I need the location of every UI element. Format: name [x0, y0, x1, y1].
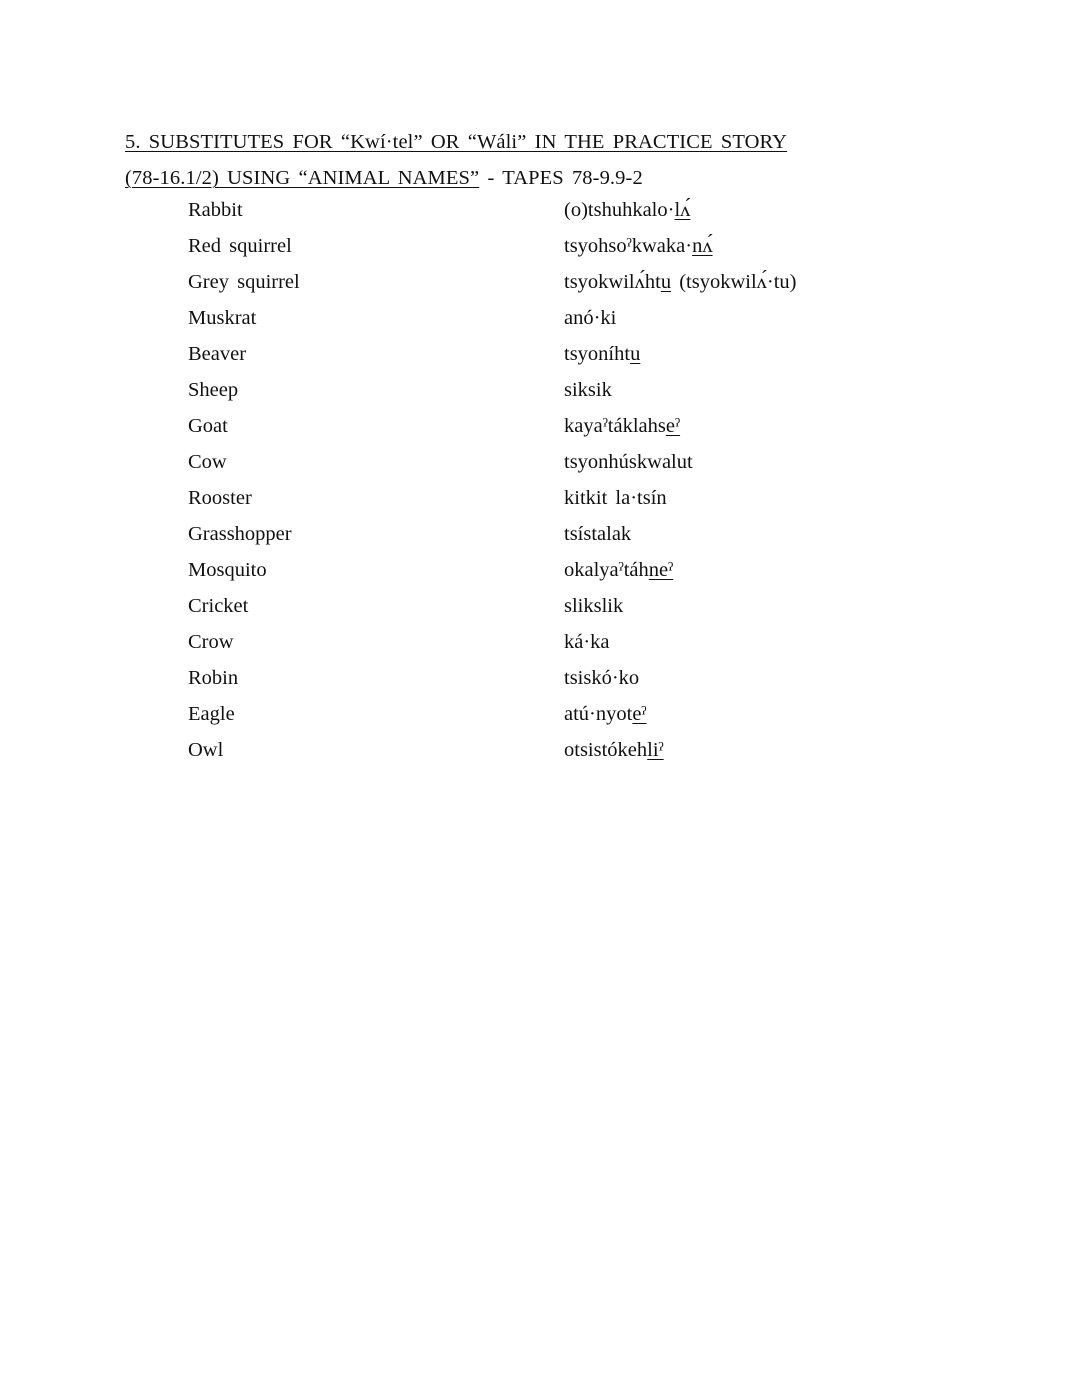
- heading-line-1: [125, 124, 845, 160]
- native-name: [564, 376, 612, 404]
- list-item: [188, 448, 948, 484]
- list-item: [188, 232, 948, 268]
- english-name: Eagle: [188, 703, 235, 725]
- english-name: Mosquito: [188, 559, 267, 581]
- list-item: [188, 664, 948, 700]
- heading-line-2-tapes: - TAPES 78-9.9-2: [479, 167, 643, 189]
- english-name: Beaver: [188, 343, 247, 365]
- heading-line-1-text: 5. SUBSTITUTES FOR “Kwí·tel” OR “Wáli” IN THE PRACTICE STORY: [125, 131, 788, 153]
- english-name: Grasshopper: [188, 523, 292, 545]
- english-name: Red squirrel: [188, 235, 292, 257]
- list-item: [188, 304, 948, 340]
- english-name: Muskrat: [188, 307, 257, 329]
- native-name-part: (o)tshuhkalo·: [564, 199, 675, 221]
- native-name-part: (tsyokwilʌ́·tu): [671, 271, 797, 293]
- list-item: [188, 268, 948, 304]
- list-item: [188, 412, 948, 448]
- english-name: Robin: [188, 667, 239, 689]
- native-name-part: tsyonhúskwalut: [564, 451, 693, 473]
- list-item: [188, 592, 948, 628]
- english-name: Sheep: [188, 379, 239, 401]
- native-name-underlined-part: u: [660, 271, 672, 293]
- native-name-part: okalyaˀtáh: [564, 559, 649, 581]
- native-name-underlined-part: nʌ́: [692, 235, 713, 257]
- english-name: Owl: [188, 739, 224, 761]
- english-name: Grey squirrel: [188, 271, 300, 293]
- native-name: [564, 556, 673, 584]
- native-name-part: anó·ki: [564, 307, 617, 329]
- native-name: [564, 268, 797, 296]
- native-name-part: tsyokwilʌ́ht: [564, 271, 661, 293]
- native-name-part: siksik: [564, 379, 612, 401]
- native-name-part: tsiskó·ko: [564, 667, 640, 689]
- list-item: [188, 628, 948, 664]
- list-item: [188, 700, 948, 736]
- animal-name-list: [188, 196, 948, 772]
- native-name: [564, 232, 713, 260]
- native-name-part: tsyoníht: [564, 343, 631, 365]
- section-heading: [125, 124, 845, 196]
- native-name: [564, 304, 616, 332]
- native-name-underlined-part: lʌ́: [674, 199, 691, 221]
- list-item: [188, 556, 948, 592]
- native-name-underlined-part: liˀ: [647, 739, 664, 761]
- native-name: [564, 520, 631, 548]
- native-name: [564, 700, 647, 728]
- english-name: Cow: [188, 451, 227, 473]
- native-name-part: kayaˀtáklahs: [564, 415, 666, 437]
- english-name: Crow: [188, 631, 234, 653]
- native-name: [564, 196, 690, 224]
- list-item: [188, 196, 948, 232]
- heading-line-2-underlined: (78-16.1/2) USING “ANIMAL NAMES”: [125, 167, 480, 189]
- list-item: [188, 520, 948, 556]
- english-name: Cricket: [188, 595, 249, 617]
- heading-line-2: [125, 160, 845, 196]
- native-name-underlined-part: neˀ: [648, 559, 674, 581]
- native-name-underlined-part: u: [630, 343, 641, 365]
- native-name: [564, 592, 623, 620]
- native-name: [564, 664, 639, 692]
- list-item: [188, 484, 948, 520]
- native-name-part: ká·ka: [564, 631, 610, 653]
- native-name-part: tsístalak: [564, 523, 632, 545]
- english-name: Rabbit: [188, 199, 243, 221]
- native-name-part: tsyohsoˀkwaka·: [564, 235, 693, 257]
- native-name: [564, 448, 693, 476]
- native-name: [564, 628, 610, 656]
- native-name: [564, 484, 667, 512]
- english-name: Rooster: [188, 487, 252, 509]
- native-name-underlined-part: eˀ: [665, 415, 681, 437]
- native-name-part: slikslik: [564, 595, 624, 617]
- native-name-part: kitkit la·tsín: [564, 487, 667, 509]
- list-item: [188, 736, 948, 772]
- native-name-part: atú·nyot: [564, 703, 633, 725]
- native-name: [564, 340, 640, 368]
- native-name: [564, 412, 680, 440]
- native-name-part: otsistókeh: [564, 739, 648, 761]
- native-name-underlined-part: eˀ: [632, 703, 647, 725]
- english-name: Goat: [188, 415, 228, 437]
- list-item: [188, 340, 948, 376]
- native-name: [564, 736, 664, 764]
- list-item: [188, 376, 948, 412]
